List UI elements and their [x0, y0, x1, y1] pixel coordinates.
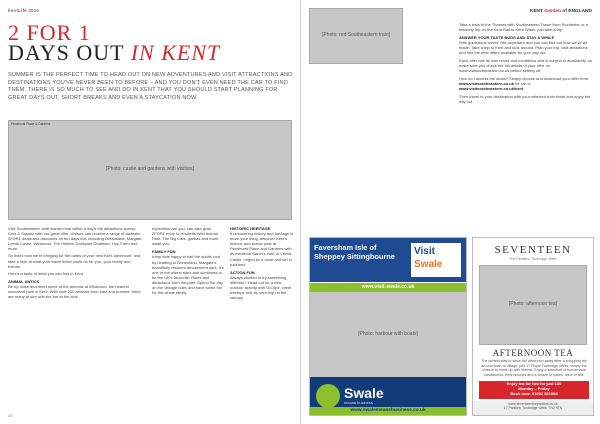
- left-column-1: [8, 226, 144, 301]
- right-para-2: Each offer has its own terms and conditions and is subject to availability, so make sure you check the full details of your offer on www.visitsoutheastern.co.uk before setting off.: [459, 58, 593, 74]
- article-title-line2: [8, 42, 220, 64]
- offer-line-3: Book now: 01892 521808: [510, 390, 558, 396]
- right-para-3-text: How do I access the deals? Simply choose and download your offer from: [459, 75, 589, 81]
- swale-business-url[interactable]: www.swalemeansbusiness.co.uk: [310, 407, 466, 415]
- section-header-kent: KENT: [529, 9, 545, 14]
- visit-swale-logo: [410, 242, 462, 278]
- col2-heading-family: FAMILY FUN: [152, 249, 176, 255]
- col1-para-3: Here's a taste of what you can find in Kent.: [8, 270, 84, 276]
- article-intro: SUMMER IS THE PERFECT TIME TO HEAD OUT ON NEW ADVENTURES AND VISIT ATTRACTIONS AND DESTINATIONS YOU'VE NEVER BEEN TO BEFORE – AND YOU DON'T EVEN NEED THE CAR TO FIND THEM. THERE IS SO MUCH TO SEE AND DO IN KENT THAT YOU SHOULD START PLANNING FOR GREAT DAYS OUT, SHORT BREAKS AND EVEN A STAYCATION NOW.: [8, 72, 293, 101]
- visit-swale-logo-swale: Swale: [414, 259, 443, 270]
- swale-circle-icon: [316, 384, 340, 408]
- afternoon-tea-photo-label: [Photo: afternoon tea]: [508, 301, 558, 308]
- right-para-3-mid: for rail or: [513, 80, 531, 86]
- right-para-3: [459, 76, 593, 91]
- photo-caption: Penshurst Place & Gardens: [11, 122, 51, 126]
- masthead: [8, 8, 39, 13]
- seventeen-logo-sub: The Pantiles, Tunbridge Wells: [509, 257, 557, 261]
- col3-heading-heritage: HISTORIC HERITAGE: [230, 226, 271, 231]
- harbour-photo-label: [Photo: harbour with boats]: [358, 330, 418, 337]
- col2-family-text: Keep kids happy in half the adults cost by heading to Dreamland, Margate's beautifully restored amusement park. It's one of the oldest rides and continues to be the UK's favourite. Rides and attractions from the past. Spend the day on the vintage rides and have some fun for the whole family.: [152, 254, 224, 296]
- right-column: [459, 22, 593, 106]
- col1-para-1: Visit Southeastern staff learned that within a day's trip attractions across Kent & Sussex with our great offer. Visitors can receive a range of fantastic 2FOR1 deals and discounts on fun days out, including Dreamland, Margate, Leeds Castle, Wildwood, The Historic Dockyard Chatham, Hop Farm and more.: [8, 226, 143, 252]
- article-title-in-kent: IN KENT: [130, 40, 221, 65]
- seventeen-website[interactable]: www.seventeenthepantiles.co.uk: [508, 402, 558, 406]
- train-photo: [309, 8, 403, 64]
- col1-tail: Be up close and meet some of the animals at Wildwood, the nearest woodland park in Kent. With over 200 animals from past and present, there are many to see with the fun at the kids.: [8, 283, 141, 300]
- page-number-left: 20: [8, 413, 13, 418]
- article-title-line1: 2 FOR 1: [8, 20, 91, 45]
- section-header-garden: Garden: [544, 9, 562, 14]
- col2-intro: expedition are you, can also grab 2FOR1 entry to Howletts Wild Animal Park. The Big Cats, gorillas and more await you.: [152, 226, 219, 247]
- seventeen-footer: [473, 401, 593, 415]
- section-header: [530, 9, 592, 14]
- left-column-2: [152, 226, 224, 297]
- train-photo-label: [Photo: red Southeastern train]: [321, 32, 391, 39]
- right-heading: ANSWER YOUR TASTE BUDS AND STAY A WHILE: [459, 35, 555, 41]
- swale-business-band: [310, 377, 466, 415]
- offer-link-1[interactable]: www.visitsoutheastern.co.uk: [459, 80, 514, 86]
- swale-brand: Swale: [344, 385, 384, 401]
- masthead-main: kent: [8, 8, 19, 13]
- col3-heading-action: ACTION FUN: [230, 269, 255, 275]
- left-column-3: [230, 226, 294, 302]
- offer-line-1: Enjoy tea for two for just £30: [506, 381, 562, 386]
- seventeen-advert[interactable]: [472, 237, 594, 416]
- castle-photo-label: [Photo: castle and gardens with visitors]: [105, 166, 195, 173]
- col3-heritage-text: If uncovering history and heritage is more your thing, discover Kent's historic and scenic past at Penshurst Place and Gardens with its medieval Baron's Hall, or Leeds Castle, ringed by a moat and set in parkland.: [230, 231, 294, 267]
- swale-brand-sub: means business: [344, 400, 373, 405]
- visit-swale-advert[interactable]: [309, 237, 467, 416]
- visit-swale-logo-visit: Visit: [414, 246, 435, 257]
- masthead-sub: Life: [18, 8, 27, 13]
- castle-photo: [8, 120, 292, 220]
- visit-swale-url[interactable]: www.visit-swale.co.uk: [310, 283, 466, 292]
- right-intro: Take a train to the Thames with Southeastern Travel from Rochester or a leisurely trip on the Kent Rail to Kent Water, just take a trip.: [459, 22, 588, 33]
- afternoon-tea-offer: [479, 381, 589, 399]
- afternoon-tea-photo: [479, 265, 587, 345]
- offer-line-2: Monday – Friday: [518, 385, 550, 391]
- col3-action-text: Always wanted to try something different? Head out for a new outdoor activity with Go Ape, climb treetops and zip wire high in the canopy.: [230, 274, 292, 301]
- masthead-tail: 2016: [26, 8, 40, 13]
- afternoon-tea-body: The perfect way to while the afternoon away after a shopping trip around town or village, join 17 Royal Tunbridge Wells, simply the chance to meet up with friends. Enjoy a selection of homemade sandwiches, fresh scones and a choice of cakes, wine or tea.: [481, 359, 587, 378]
- col1-heading: ANIMAL ANTICS: [8, 278, 40, 284]
- seventeen-logo: SEVENTEEN: [494, 244, 572, 256]
- harbour-photo: [310, 292, 466, 377]
- right-page: [300, 0, 600, 424]
- right-para-4: Then travel to your destination with your selected train ticket and enjoy the day out.: [459, 93, 591, 104]
- section-header-england: of ENGLAND: [561, 9, 592, 14]
- seventeen-address: 17 Pantiles, Tunbridge Wells, TN2 5TN: [503, 406, 563, 411]
- swale-towns: Faversham Isle of Sheppey Sittingbourne: [314, 243, 395, 261]
- right-para-1: With guidebook lovers' hits anywhere and you can find out how we've all made. Take a trip to Kent and look around. Plan your trip, visit attractions and find the best offers available for your day out.: [459, 40, 588, 56]
- article-title-days-out: DAYS OUT: [8, 40, 131, 65]
- offer-link-2[interactable]: www.visitsoutheastern.co.uk/kent: [459, 86, 524, 92]
- col1-para-2: So that's how we're bringing for the dates of your next Kent adventure, and take a look at what your travel ticket could do for you, your family and friends.: [8, 253, 141, 269]
- afternoon-tea-heading: AFTERNOON TEA: [492, 348, 574, 358]
